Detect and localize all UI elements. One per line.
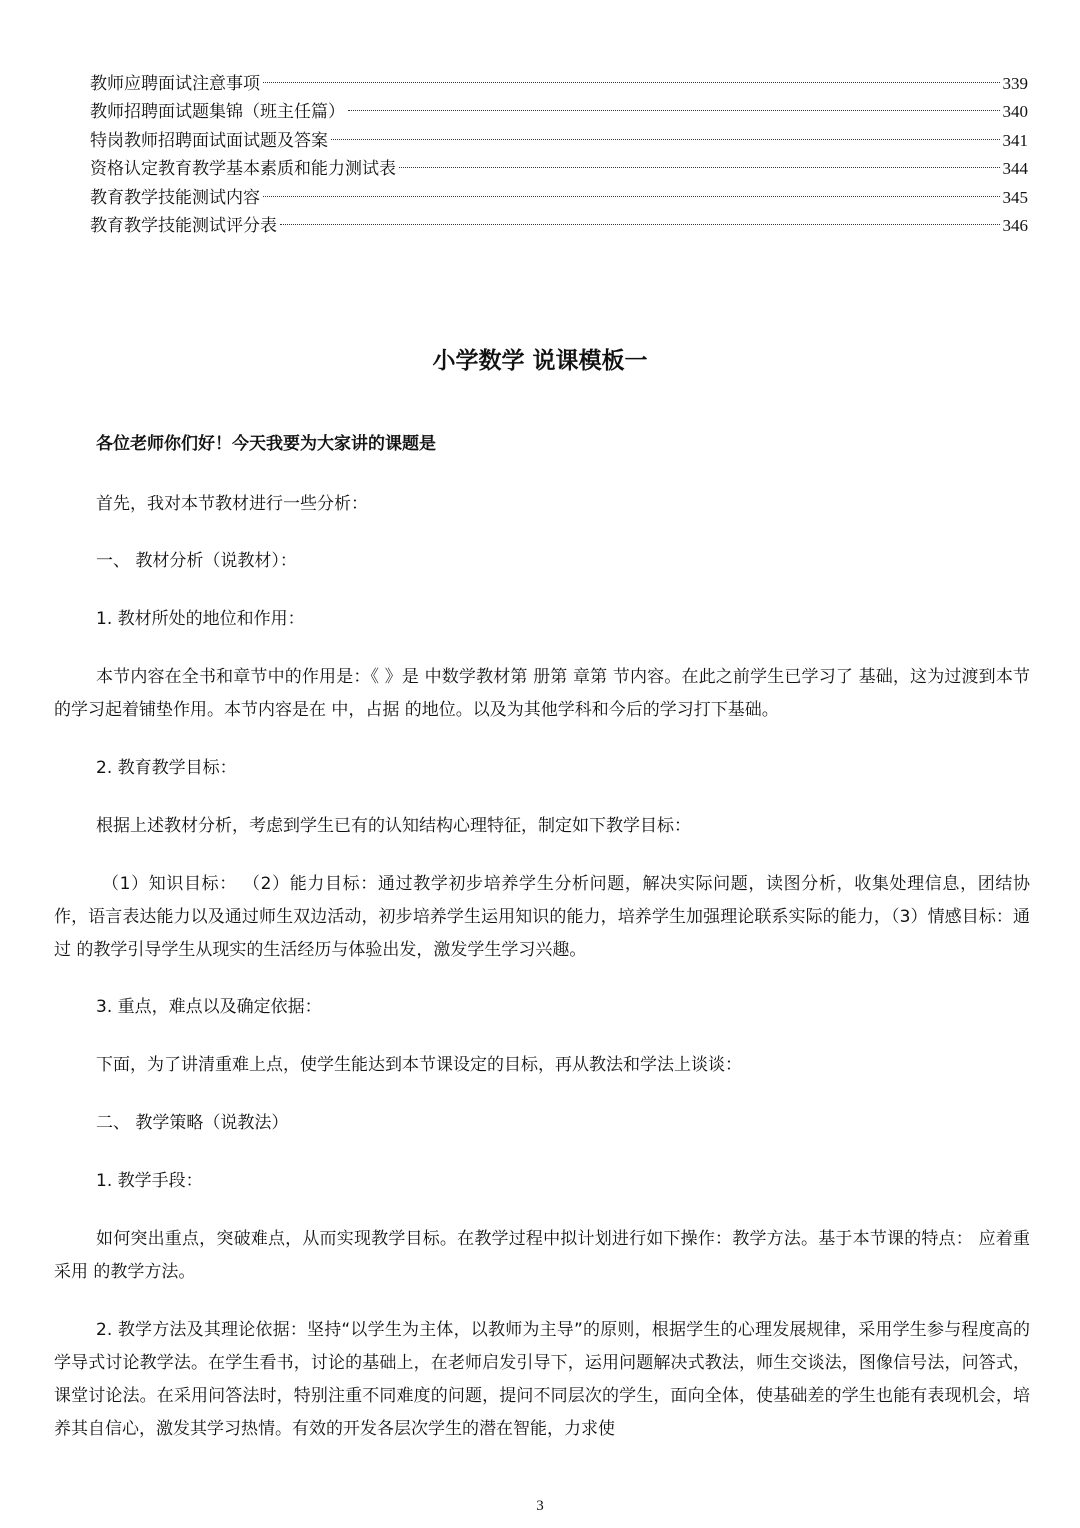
paragraph-teaching-means: 如何突出重点，突破难点，从而实现教学目标。在教学过程中拟计划进行如下操作：教学方法。基于本节课的特点： 应着重采用 的教学方法。 [54,1229,1030,1282]
section-heading-1: 一、 教材分析（说教材）： [96,551,297,571]
toc-entry-title: 资格认定教育教学基本素质和能力测试表 [90,159,396,180]
subheading-1-1: 1. 教材所处的地位和作用： [96,609,305,629]
toc-entry-title: 教育教学技能测试评分表 [90,215,277,236]
toc-dot-leader [348,109,1000,111]
paragraph-objectives-intro: 根据上述教材分析，考虑到学生已有的认知结构心理特征，制定如下教学目标： [96,816,691,836]
toc-entry[interactable] [90,70,1028,98]
subheading-2-1: 1. 教学手段： [96,1171,203,1191]
toc-entry-page: 341 [1002,130,1028,150]
toc-entry-page: 344 [1002,159,1028,179]
toc-dot-leader [263,81,1000,83]
toc-entry-page: 340 [1002,102,1028,122]
subheading-1-3: 3. 重点，难点以及确定依据： [96,997,322,1017]
page-title: 小学数学 说课模板一 [432,348,648,374]
toc-entry-title: 特岗教师招聘面试面试题及答案 [90,130,328,151]
paragraph-objectives: （1）知识目标： （2）能力目标：通过教学初步培养学生分析问题，解决实际问题，读图分析，收集处理信息，团结协作，语言表达能力以及通过师生双边活动，初步培养学生运用知识的能力，培养学生加强理论联系实际的能力，（3）情感目标：通过 的教学引导学生从现实的生活经历与体验出发，激发学生学习兴趣。 [54,874,1030,960]
table-of-contents [90,70,1028,240]
paragraph-textbook-role: 本节内容在全书和章节中的作用是：《 》是 中数学教材第 册第 章第 节内容。在此之前学生已学习了 基础，这为过渡到本节的学习起着铺垫作用。本节内容是在 中，占据 的地位。以及为其他学科和今后的学习打下基础。 [54,667,1030,720]
toc-entry-title: 教师应聘面试注意事项 [90,74,260,94]
toc-entry-title: 教师招聘面试题集锦（班主任篇） [90,102,345,123]
greeting-paragraph: 各位老师你们好！今天我要为大家讲的课题是 [96,434,436,454]
toc-dot-leader [263,195,1000,197]
toc-entry[interactable] [90,155,1028,183]
toc-entry[interactable] [90,98,1028,126]
toc-entry-title: 教育教学技能测试内容 [90,187,260,208]
subheading-1-2: 2. 教育教学目标： [96,758,237,778]
toc-entry[interactable] [90,212,1028,240]
paragraph-transition: 下面，为了讲清重难上点，使学生能达到本节课设定的目标，再从教法和学法上谈谈： [96,1055,742,1075]
toc-entry-page: 339 [1002,74,1028,93]
page-number: 3 [536,1498,544,1514]
toc-entry[interactable] [90,184,1028,212]
toc-dot-leader [399,166,1000,168]
toc-dot-leader [331,138,1000,140]
intro-paragraph: 首先，我对本节教材进行一些分析： [96,494,368,514]
toc-dot-leader [280,223,1000,225]
section-heading-2: 二、 教学策略（说教法） [96,1113,289,1133]
toc-entry[interactable] [90,127,1028,155]
paragraph-teaching-methods: 2. 教学方法及其理论依据：坚持“以学生为主体，以教师为主导”的原则，根据学生的心理发展规律，采用学生参与程度高的学导式讨论教学法。在学生看书，讨论的基础上，在老师启发引导下，运用问题解决式教法，师生交谈法，图像信号法，问答式，课堂讨论法。在采用问答法时，特别注重不同难度的问题，提问不同层次的学生，面向全体，使基础差的学生也能有表现机会，培养其自信心，激发其学习热情。有效的开发各层次学生的潜在智能，力求使 [54,1320,1030,1439]
toc-entry-page: 345 [1002,187,1028,207]
toc-entry-page: 346 [1002,215,1028,235]
